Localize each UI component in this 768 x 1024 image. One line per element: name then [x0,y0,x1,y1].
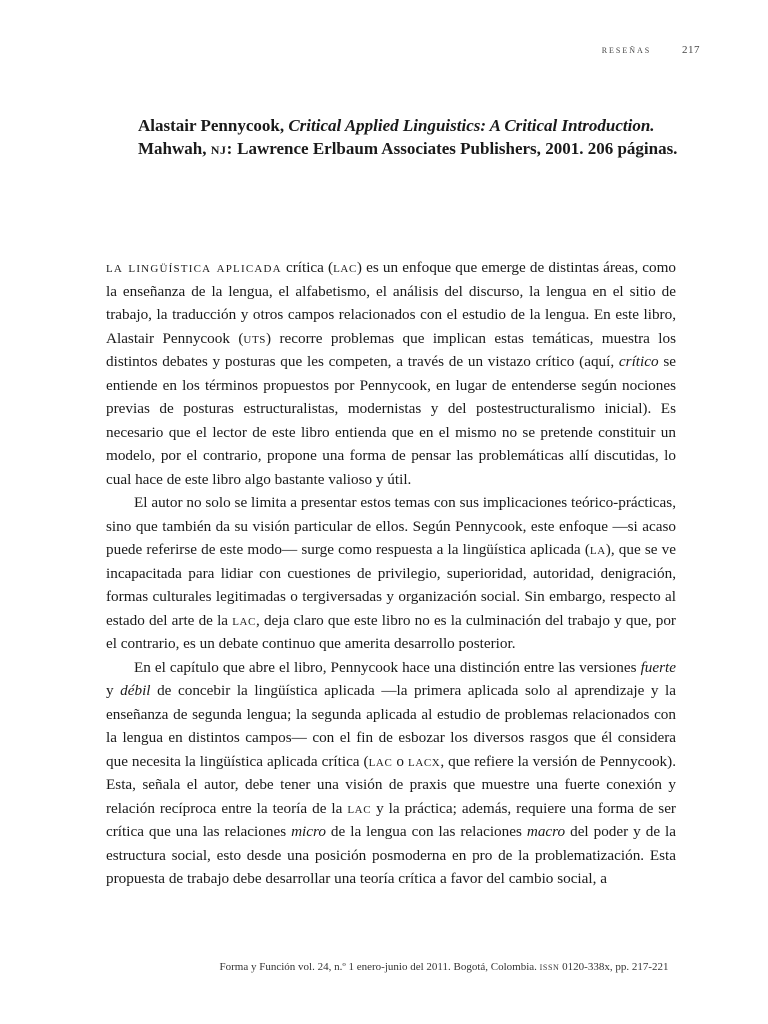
acronym: lac [232,611,256,629]
italic-term: macro [526,823,566,840]
citation-place: Mahwah, [138,139,207,158]
text-run: ) es un enfoque que emerge de distintas áreas, como la enseñanza de la lengua, el alfabetismo, el análisis del discurso, la lengua en el sitio de trabajo, la traducción y otros campos relacionados con el estudio de la lengua. En este libro, Alastair Pennycook ( [106,259,676,347]
text-run: del poder y de la estructura social, esto desde una posición posmoderna en pro de la problematización. Esta propuesta de trabajo debe desarrollar una teoría crítica a favor del cambio social, a [106,823,676,887]
text-run: y la práctica; además, requiere una forma de ser crítica que una las relaciones [106,799,676,840]
citation-author: Alastair Pennycook, [138,116,285,135]
paragraph-1 [106,256,676,491]
acronym: lacx [408,752,441,770]
italic-term: micro [291,823,326,840]
journal-footer [0,961,768,973]
text-run: El autor no solo se limita a presentar estos temas con sus implicaciones teórico-prácticas, sino que también da su visión particular de ellos. Según Pennycook, este enfoque —si acaso puede referirse de este modo— surge como respuesta a la lingüística aplicada ( [106,494,676,558]
italic-term: crítico [618,353,659,370]
acronym: lac [347,799,372,817]
text-run: se entiende en los términos propuestos por Pennycook, en lugar de entenderse según nociones previas de posturas estructuralistas, modernistas y del postestructuralismo inicial). Es necesario que el lector de este libro entienda que en el mismo no se pretende constituir un modelo, por el contrario, propone una forma de pensar las problemáticas allí discutidas, lo cual hace de este libro algo bastante valioso y útil. [106,353,676,488]
text-run: y [106,682,121,699]
acronym: lac [333,259,357,276]
acronym: la [589,541,606,558]
paragraph-3 [106,656,676,891]
lead-in: la lingüística aplicada [106,259,282,276]
footer-text: 0120-338x, pp. 217-221 [559,961,669,973]
section-label: reseñas [601,44,652,56]
italic-term: débil [120,682,151,699]
acronym: lac [368,752,393,770]
citation-title: Critical Applied Linguistics: A Critical Introduction. [288,116,655,135]
text-run: o [392,752,408,770]
paragraph-2 [106,491,676,656]
citation-state: nj: [210,139,233,158]
text-run: de la lengua con las relaciones [325,823,527,840]
text-run: En el capítulo que abre el libro, Pennycook hace una distinción entre las versiones [134,658,641,676]
italic-term: fuerte [640,658,676,676]
citation-year-pages: 2001. 206 páginas. [545,139,678,158]
acronym: uts [243,329,267,347]
footer-text: Forma y Función vol. 24, n.º 1 enero-junio del 2011. Bogotá, Colombia. [219,961,540,973]
footer-issn: issn [539,961,560,973]
text-run: ) recorre problemas que implican estas temáticas, muestra los distintos debates y posturas que les competen, a través de un vistazo crítico (aquí, [106,329,676,370]
text-run: , que refiere la versión de Pennycook). Esta, señala el autor, debe tener una visión de praxis que muestre una fuerte conexión y relación recíproca entre la teoría de la [106,752,676,817]
citation-publisher: Lawrence Erlbaum Associates Publishers, [237,139,541,158]
text-run: de concebir la lingüística aplicada —la primera aplicada solo al aprendizaje y la enseñanza de segunda lengua; la segunda aplicada al estudio de problemas relacionados con la lengua en distintos campos— con el fin de esbozar los diversos rasgos que él considera que necesita la lingüística aplicada crítica ( [106,682,677,770]
book-citation [138,114,678,160]
text-run: , deja claro que este libro no es la culminación del trabajo y que, por el contrario, es un debate continuo que amerita desarrollo posterior. [106,611,676,652]
page-number: 217 [682,44,700,56]
running-head [602,44,700,56]
text-run: crítica ( [281,259,334,276]
text-run: ), que se ve incapacitada para lidiar con cuestiones de privilegio, superioridad, autoridad, denigración, formas culturales legitimadas o tergiversadas y organización social. Sin embargo, respecto al estado del arte de la [106,541,676,629]
review-body [106,256,676,891]
